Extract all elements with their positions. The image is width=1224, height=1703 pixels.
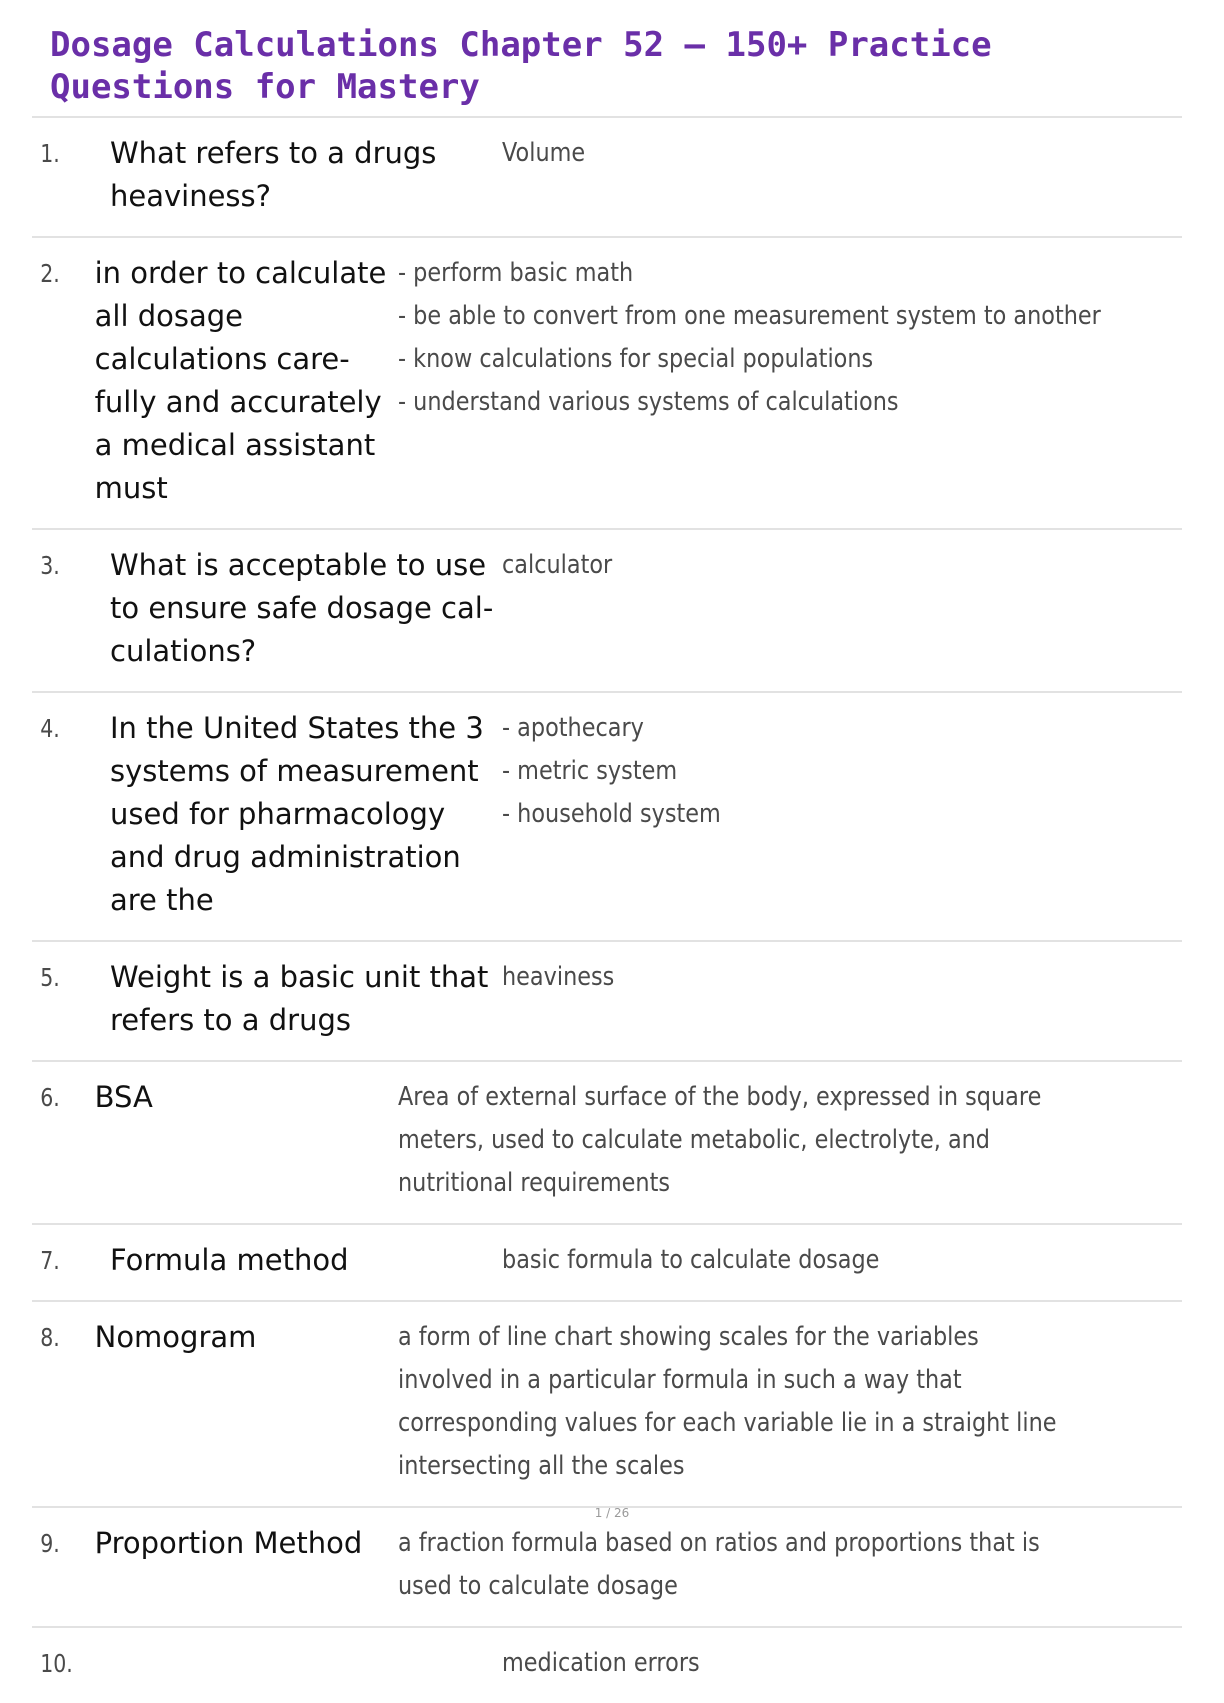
definition-line: - perform basic math	[398, 258, 634, 288]
card-definition	[502, 707, 1087, 922]
card-number: 2.	[40, 259, 60, 288]
flashcard-row	[32, 1628, 1182, 1703]
flashcard-row	[32, 693, 1182, 942]
card-term: Formula method	[110, 1243, 349, 1277]
card-number: 8.	[40, 1323, 60, 1352]
definition-line: - know calculations for special populations	[398, 344, 874, 374]
card-term: In the United States the 3 systems of measurement used for pharmacology and drug administration are the	[110, 711, 484, 917]
card-number: 9.	[40, 1529, 60, 1558]
definition-line: Area of external surface of the body, expressed in square meters, used to calculate metabolic, electrolyte, and nutritional requirements	[398, 1082, 1042, 1198]
definition-line: - be able to convert from one measurement system to another	[398, 301, 1101, 331]
card-term: What refers to a drugs heaviness?	[110, 136, 437, 213]
card-number: 7.	[40, 1246, 60, 1275]
page-indicator: 1 / 26	[594, 1506, 630, 1520]
card-number: 5.	[40, 963, 60, 992]
card-definition	[502, 544, 1087, 673]
card-definition	[398, 1522, 1072, 1608]
card-number: 1.	[40, 139, 60, 168]
flashcard-row	[32, 1508, 1182, 1628]
flashcard-row	[32, 1225, 1182, 1302]
card-definition	[502, 1239, 1087, 1282]
card-term: Weight is a basic unit that refers to a drugs	[110, 960, 489, 1037]
flashcard-row	[32, 530, 1182, 693]
definition-line: - household system	[502, 799, 721, 829]
card-definition	[502, 956, 1087, 1042]
flashcard-row	[32, 942, 1182, 1062]
definition-line: - apothecary	[502, 713, 644, 743]
card-term: Proportion Method	[94, 1526, 363, 1560]
card-number: 10.	[40, 1649, 73, 1678]
definition-line: - understand various systems of calculations	[398, 387, 899, 417]
card-number: 3.	[40, 551, 60, 580]
card-number: 4.	[40, 714, 60, 743]
card-definition	[502, 1642, 1087, 1685]
card-term: Nomogram	[94, 1320, 257, 1354]
definition-line: a fraction formula based on ratios and proportions that is used to calculate dosage	[398, 1528, 1040, 1601]
card-term: What is acceptable to use to ensure safe dosage calculations?	[110, 548, 494, 668]
definition-line: Volume	[502, 138, 586, 168]
card-term: in order to calculate all dosage calculations carefully and accurately a medical assistant must	[94, 256, 387, 505]
definition-line: basic formula to calculate dosage	[502, 1245, 880, 1275]
card-term	[110, 1642, 502, 1685]
card-definition	[398, 1076, 1072, 1205]
definition-line: a form of line chart showing scales for the variables involved in a particular formula in such a way that corresponding values for each variable lie in a straight line intersecting all the scales	[398, 1322, 1057, 1481]
flashcard-row	[32, 118, 1182, 238]
definition-line: - metric system	[502, 756, 678, 786]
card-definition	[398, 1316, 1072, 1488]
definition-line: calculator	[502, 550, 613, 580]
card-term: BSA	[94, 1080, 153, 1114]
flashcard-list	[32, 116, 1182, 1703]
flashcard-row	[32, 1302, 1182, 1508]
flashcard-row	[32, 238, 1182, 530]
card-number: 6.	[40, 1083, 60, 1112]
card-definition	[502, 132, 1087, 218]
card-definition	[398, 252, 1101, 510]
definition-line: heaviness	[502, 962, 615, 992]
flashcard-row	[32, 1062, 1182, 1225]
document-title: Dosage Calculations Chapter 52 – 150+ Practice Questions for Mastery	[50, 25, 992, 107]
definition-line: medication errors	[502, 1648, 700, 1678]
